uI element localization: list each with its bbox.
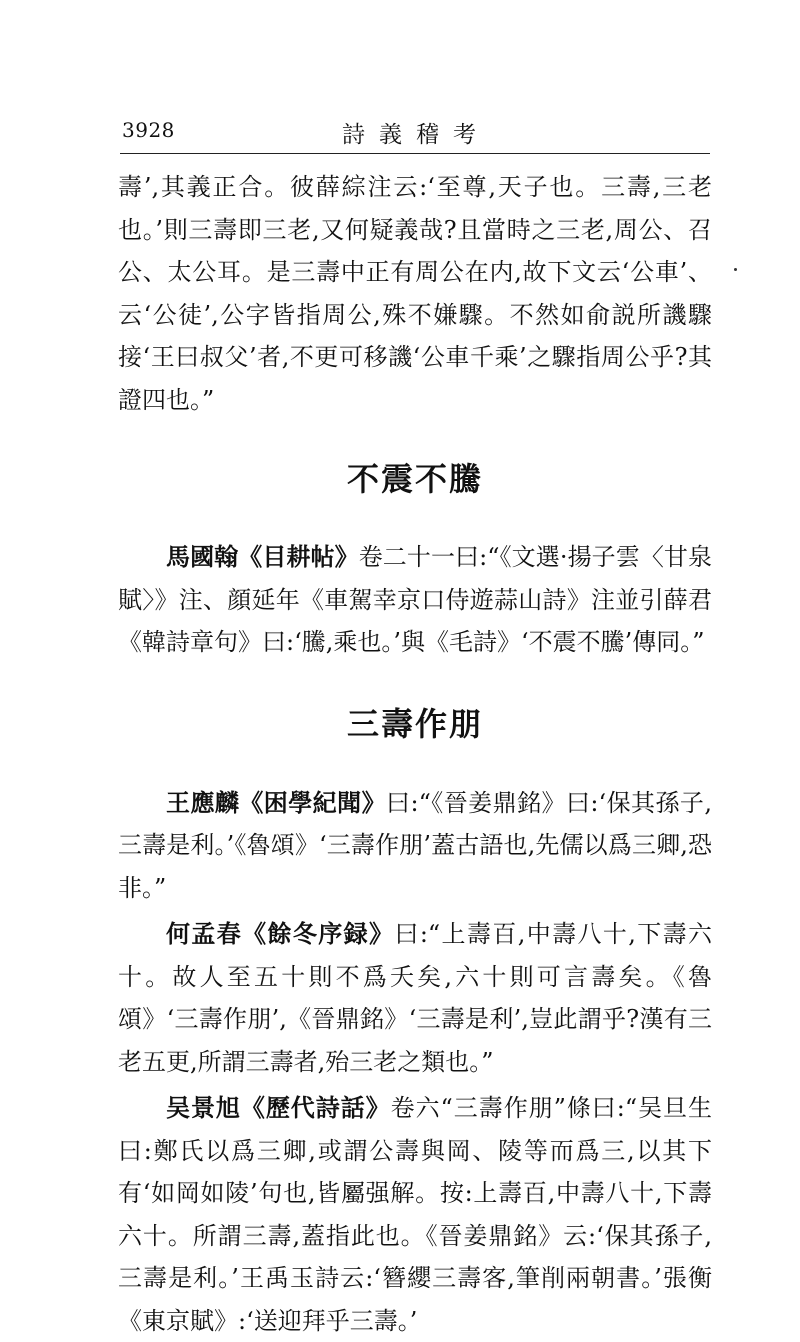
source-citation: 吴景旭《歷代詩話》 — [166, 1094, 391, 1122]
paragraph-he-mengchun — [118, 913, 712, 1083]
header-rule — [120, 153, 710, 154]
paragraph-continuation: 壽’,其義正合。彼薛綜注云:‘至尊,天子也。三壽,三老也。’則三壽即三老,又何疑義哉?且當時之三老,周公、召公、太公耳。是三壽中正有周公在内,故下文云‘公車’、云‘公徒’,公字皆指周公,殊不嫌驟。不然如俞説所譏驟接‘王曰叔父’者,不更可移譏‘公車千乘’之驟指周公乎?其證四也。” — [118, 173, 712, 414]
quotation-text: 卷二十一曰:“《文選·揚子雲〈甘泉賦〉》注、顔延年《車駕幸京口侍遊蒜山詩》注並引薛君《韓詩章句》曰:‘騰,乘也。’與《毛詩》‘不震不騰’傳同。” — [118, 543, 713, 656]
paragraph-ma-guohan — [118, 536, 712, 664]
paragraph-wu-jingxu — [118, 1087, 712, 1342]
page-number: 3928 — [122, 118, 175, 142]
section-heading-sanshou-zuopeng: 三壽作朋 — [346, 704, 483, 743]
paragraph-wang-yinglin — [118, 782, 712, 910]
page-body — [118, 166, 712, 1342]
stray-dot — [734, 268, 737, 271]
running-title: 詩義稽考 — [342, 122, 490, 148]
quotation-text: 卷六“三壽作朋”條曰:“吴旦生曰:鄭氏以爲三卿,或謂公壽與岡、陵等而爲三,以其下有‘如岡如陵’句也,皆屬强解。按:上壽百,中壽八十,下壽六十。所謂三壽,蓋指此也。《晉姜鼎銘》云:‘保其孫子,三壽是利。’王禹玉詩云:‘簪纓三壽客,筆削兩朝書。’張衡《東京賦》:‘送迎拜乎三壽。’ — [118, 1094, 712, 1335]
quotation-text: 曰:“《晉姜鼎銘》曰:‘保其孫子,三壽是利。’《魯頌》‘三壽作朋’蓋古語也,先儒以爲三卿,恐非。” — [118, 788, 712, 902]
section-heading-buzhen-buteng: 不震不騰 — [346, 460, 483, 498]
page-header — [122, 116, 710, 152]
source-citation: 何孟春《餘冬序録》 — [166, 920, 395, 948]
source-citation: 馬國翰《目耕帖》 — [166, 543, 359, 571]
source-citation: 王應麟《困學紀聞》 — [166, 788, 387, 817]
quotation-text: 曰:“上壽百,中壽八十,下壽六十。故人至五十則不爲夭矣,六十則可言壽矣。《魯頌》‘三壽作朋’,《晉鼎銘》‘三壽是利’,豈此謂乎?漢有三老五更,所謂三壽者,殆三老之類也。” — [118, 920, 712, 1076]
